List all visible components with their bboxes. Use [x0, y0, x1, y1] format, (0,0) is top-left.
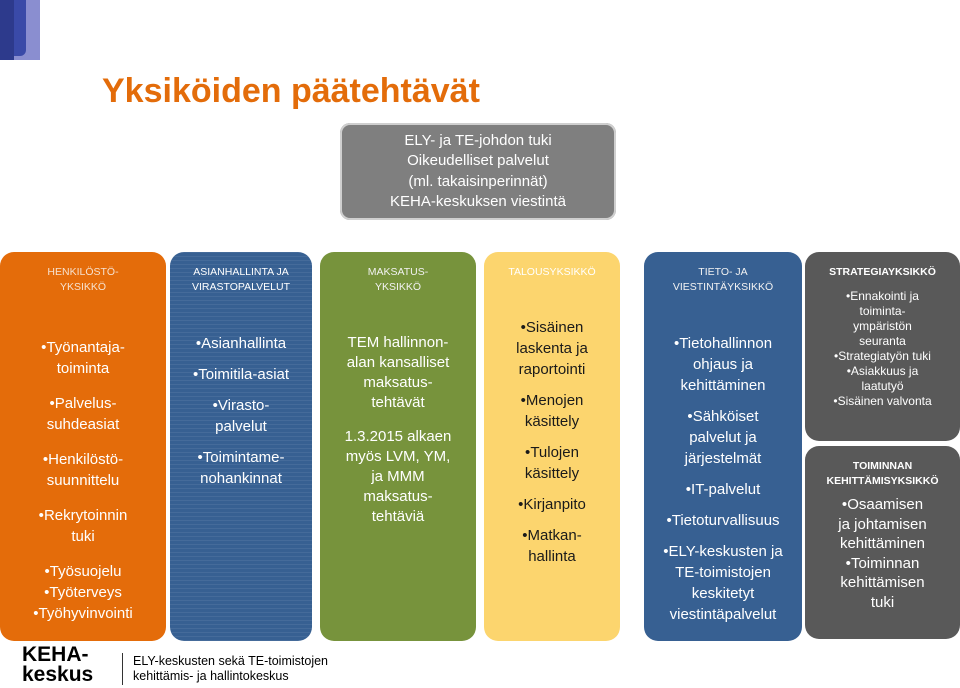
task-item: • Ennakointi ja toiminta- ympäristön seuranta — [805, 289, 960, 349]
unit-task-list — [805, 495, 960, 612]
unit-header — [484, 265, 620, 299]
unit-task-list — [484, 317, 620, 567]
task-item: • Osaamisen ja johtamisen kehittäminen — [805, 495, 960, 554]
unit-header — [644, 265, 802, 299]
unit-task-list — [644, 333, 802, 625]
unit-task-list — [170, 333, 312, 489]
task-item: • Työterveys — [0, 582, 166, 603]
corner-accent — [0, 0, 40, 60]
task-item: • Tulojen käsittely — [484, 442, 620, 484]
unit-toiminnan-kehittaminen — [805, 446, 960, 639]
unit-header-line: YKSIKKÖ — [59, 281, 107, 293]
logo-line: keskus — [22, 663, 94, 686]
task-item: • Toiminnan kehittämisen tuki — [805, 554, 960, 613]
task-item: • Sähköiset palvelut ja järjestelmät — [644, 406, 802, 469]
task-item: • Virasto- palvelut — [170, 395, 312, 437]
unit-header-line: TOIMINNAN — [852, 460, 913, 472]
unit-task-list — [320, 333, 476, 527]
unit-header-line: ASIANHALLINTA JA — [193, 266, 289, 278]
task-item: • Sisäinen laskenta ja raportointi — [484, 317, 620, 380]
task-item: • Sisäinen valvonta — [805, 394, 960, 409]
leadership-line: (ml. takaisinperinnät) — [408, 172, 548, 190]
unit-tieto-viestinta — [644, 252, 802, 641]
unit-header — [805, 459, 960, 499]
task-item: • Toimintame- nohankinnat — [170, 447, 312, 489]
unit-header-line: MAKSATUS- — [367, 266, 429, 278]
task-item: • Työhyvinvointi — [0, 603, 166, 624]
leadership-line: ELY- ja TE-johdon tuki — [404, 131, 552, 149]
leadership-box — [340, 123, 616, 220]
footer-line: ELY-keskusten sekä TE-toimistojen — [133, 654, 329, 668]
unit-header — [320, 265, 476, 299]
task-item: • Asiakkuus ja laatutyö — [805, 364, 960, 394]
footer-divider — [122, 653, 123, 685]
task-item: • Työnantaja- toiminta — [0, 337, 166, 379]
task-item: • Kirjanpito — [484, 494, 620, 515]
task-item: 1.3.2015 alkaen myös LVM, YM, ja MMM maksatus- tehtäviä — [344, 428, 452, 525]
leadership-line: KEHA-keskuksen viestintä — [390, 193, 566, 210]
unit-maksatus — [320, 252, 476, 641]
unit-header-line: STRATEGIAYKSIKKÖ — [829, 266, 936, 278]
unit-task-list — [0, 337, 166, 624]
unit-task-list — [805, 289, 960, 409]
unit-header — [0, 265, 166, 299]
task-item: TEM hallinnon- alan kansalliset maksatus- tehtävät — [346, 334, 450, 411]
task-item: • Matkan- hallinta — [484, 525, 620, 567]
unit-header-line: TIETO- JA — [698, 266, 748, 278]
task-item: • Rekrytoinnin tuki — [0, 505, 166, 547]
task-item: • Strategiatyön tuki — [805, 349, 960, 364]
task-item: • IT-palvelut — [644, 479, 802, 500]
logo-line: KEHA- — [22, 643, 89, 666]
unit-header — [170, 265, 312, 299]
footer-org-name — [133, 654, 328, 684]
unit-header-line: VIRASTOPALVELUT — [191, 281, 291, 293]
task-item: • Tietoturvallisuus — [644, 510, 802, 531]
unit-header-line: YKSIKKÖ — [374, 281, 422, 293]
keha-logo — [22, 645, 93, 685]
task-item: • Palvelus- suhdeasiat — [0, 393, 166, 435]
unit-strategia — [805, 252, 960, 441]
task-item: • Henkilöstö- suunnittelu — [0, 449, 166, 491]
leadership-line: Oikeudelliset palvelut — [407, 152, 549, 169]
unit-henkilosto — [0, 252, 166, 641]
unit-header-line: VIESTINTÄYKSIKKÖ — [672, 281, 774, 293]
footer-line: kehittämis- ja hallintokeskus — [133, 669, 289, 683]
unit-header-line: HENKILÖSTÖ- — [47, 266, 119, 278]
task-item: • Toimitila-asiat — [170, 364, 312, 385]
unit-asianhallinta — [170, 252, 312, 641]
task-item: • Työsuojelu — [0, 561, 166, 582]
page-title: Yksiköiden päätehtävät — [102, 72, 480, 110]
unit-header — [805, 265, 960, 291]
unit-header-line: KEHITTÄMISYKSIKKÖ — [826, 475, 939, 487]
task-item: • Menojen käsittely — [484, 390, 620, 432]
task-item: • Tietohallinnon ohjaus ja kehittäminen — [644, 333, 802, 396]
task-item: • Asianhallinta — [170, 333, 312, 354]
unit-header-line: TALOUSYKSIKKÖ — [508, 266, 596, 278]
unit-talous — [484, 252, 620, 641]
task-item: • ELY-keskusten ja TE-toimistojen keskitetyt viestintäpalvelut — [644, 541, 802, 625]
